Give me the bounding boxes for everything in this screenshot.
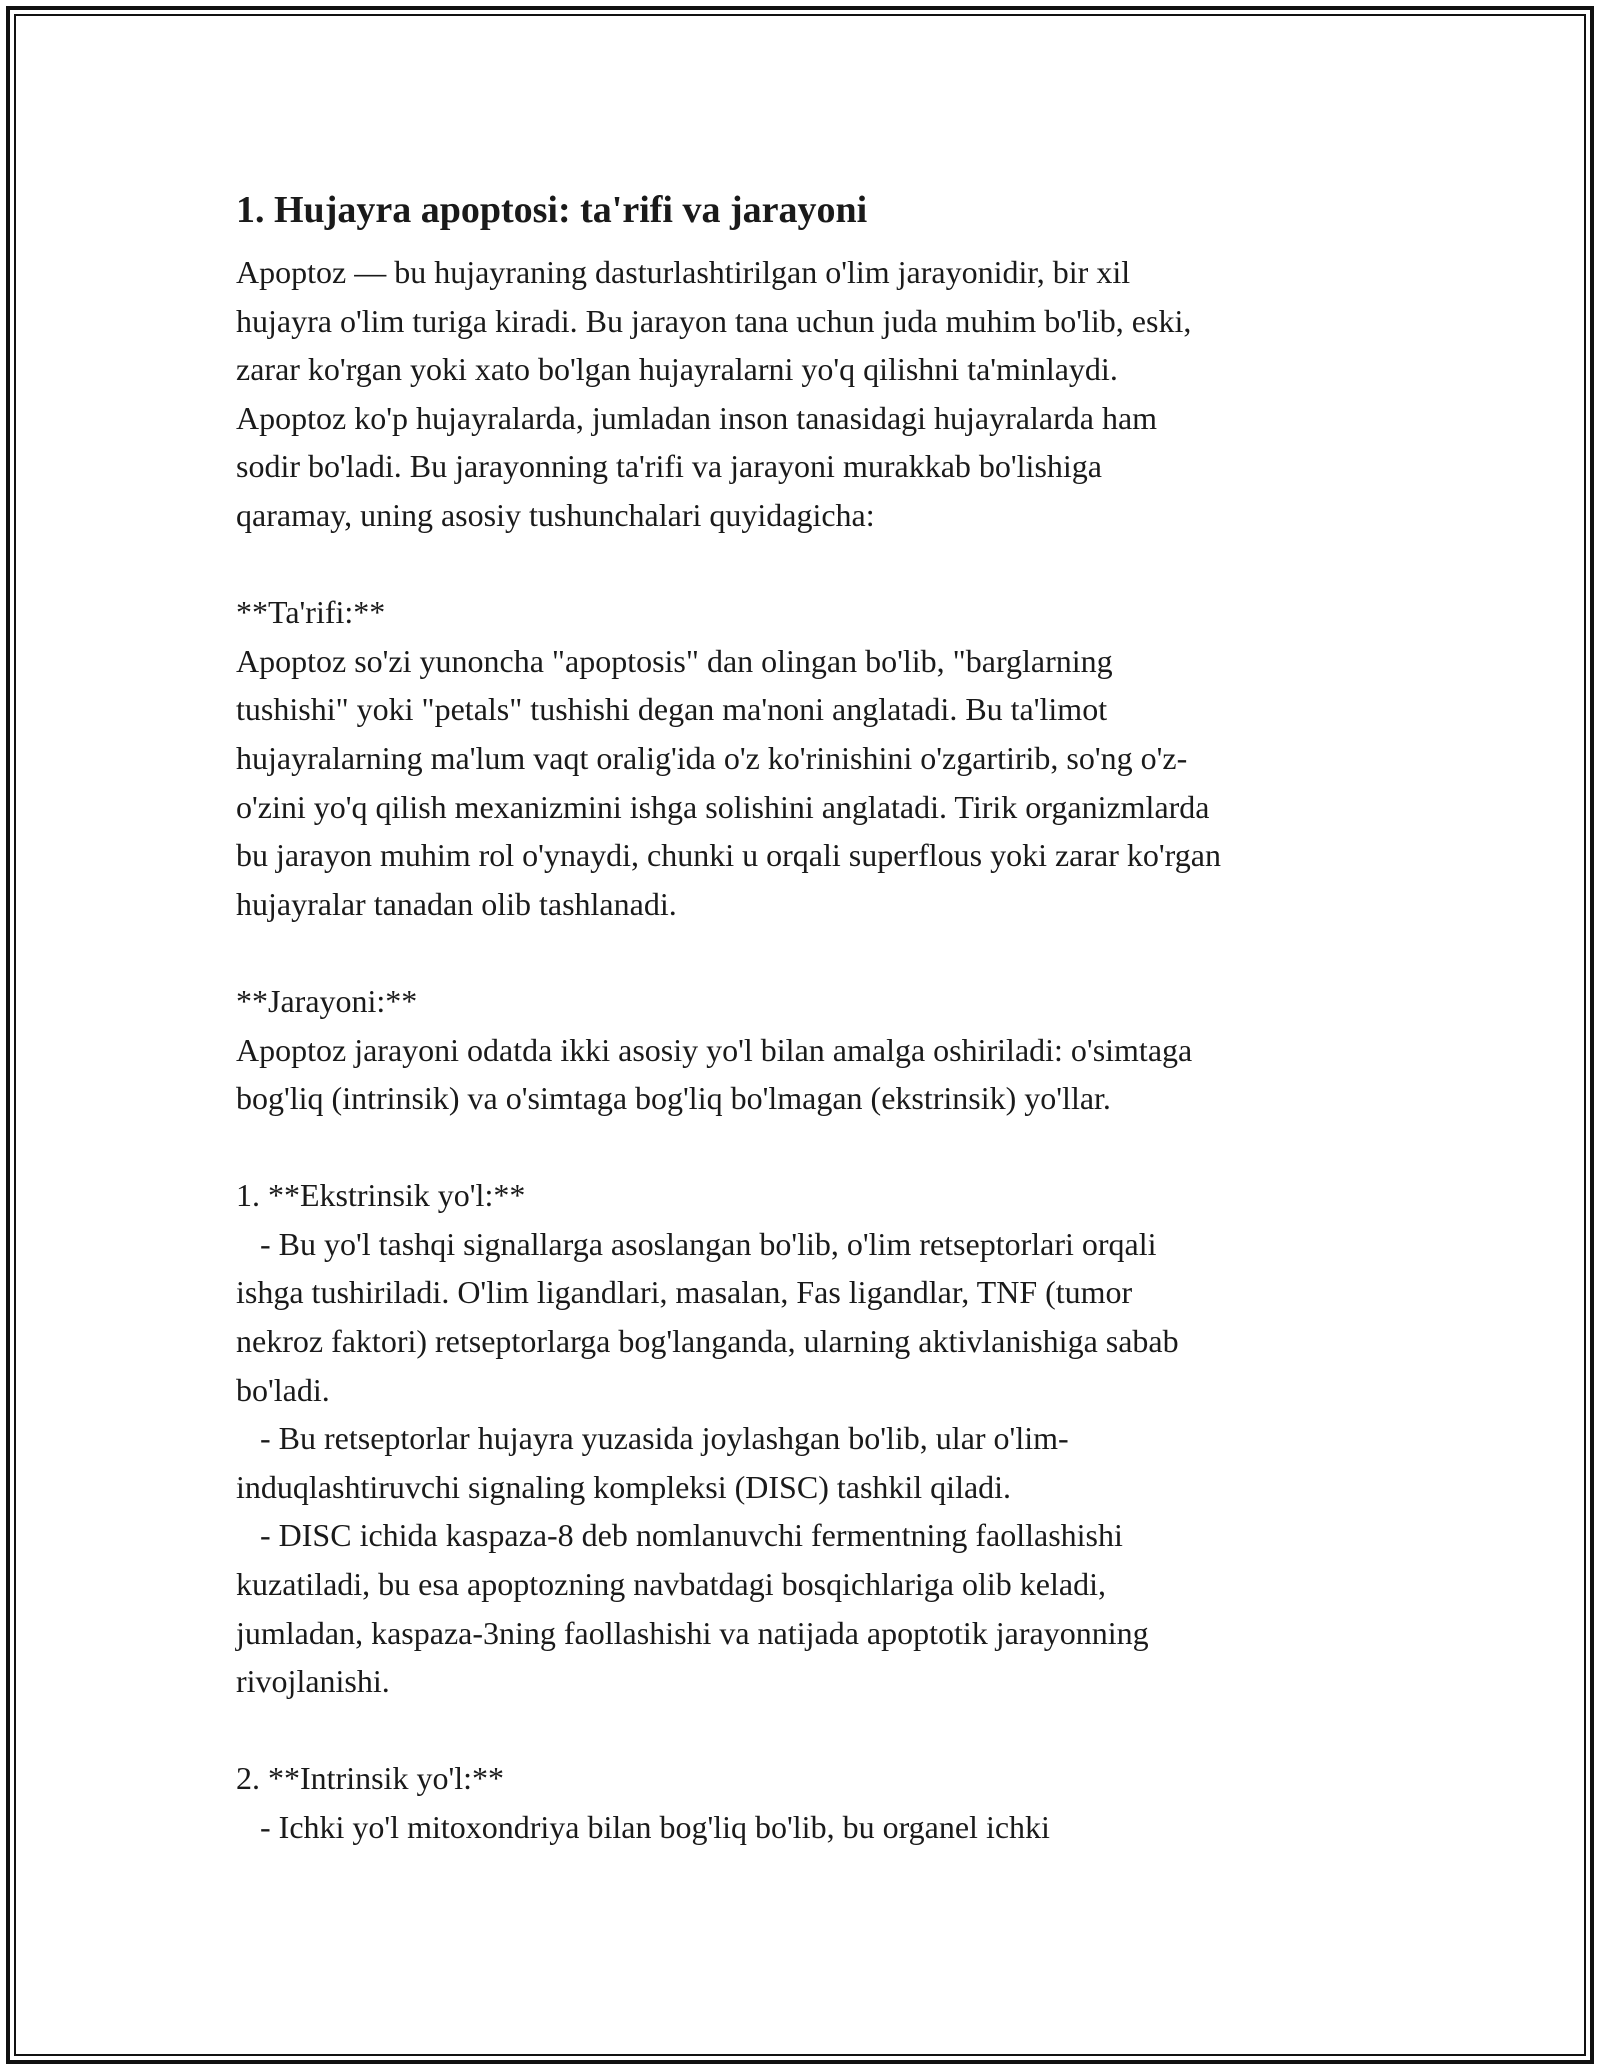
process-label: **Jarayoni:**: [236, 982, 418, 1019]
intrinsic-paragraph: - Ichki yo'l mitoxondriya bilan bog'liq bo'lib, bu organel ichki: [236, 1809, 1050, 1845]
section-heading: 1. Hujayra apoptosi: ta'rifi va jarayoni: [236, 189, 868, 231]
process-paragraph: Apoptoz jarayoni odatda ikki asosiy yo'l bilan amalga oshiriladi: o'simtaga bog'liq (intrinsik) va o'simtaga bog'liq bo'lmagan (ekstrinsik) yo'llar.: [236, 1031, 1193, 1117]
paragraph-gap: [236, 1123, 1376, 1172]
paragraph-gap: [236, 928, 1376, 977]
definition-label: **Ta'rifi:**: [236, 594, 386, 631]
paragraph-gap: [236, 540, 1376, 589]
paragraph-gap: [236, 1706, 1376, 1755]
definition-paragraph: Apoptoz so'zi yunoncha "apoptosis" dan olingan bo'lib, "barglarning tushishi" yoki "petals" tushishi degan ma'noni anglatadi. Bu ta'limot hujayralarning ma'lum vaqt oralig'ida o'z ko'rinishini o'zgartirib, so'ng o'z- o'zini yo'q qilish mexanizmini ishga solishini anglatadi. Tirik organizmlarda bu jarayon muhim rol o'ynaydi, chunki u orqali superflous yoki zarar ko'rgan hujayralar tanadan olib tashlanadi.: [236, 642, 1221, 922]
document-body: [236, 186, 1376, 1852]
intro-paragraph: Apoptoz — bu hujayraning dasturlashtirilgan o'lim jarayonidir, bir xil hujayra o'lim turiga kiradi. Bu jarayon tana uchun juda muhim bo'lib, eski, zarar ko'rgan yoki xato bo'lgan hujayralarni yo'q qilishni ta'minlaydi. Apoptoz ko'p hujayralarda, jumladan inson tanasidagi hujayralarda ham sodir bo'ladi. Bu jarayonning ta'rifi va jarayoni murakkab bo'lishiga qaramay, uning asosiy tushunchalari quyidagicha:: [236, 254, 1192, 533]
intrinsic-label: 2. **Intrinsik yo'l:**: [236, 1760, 504, 1797]
extrinsic-label: 1. **Ekstrinsik yo'l:**: [236, 1177, 526, 1214]
extrinsic-paragraph: - Bu yo'l tashqi signallarga asoslangan bo'lib, o'lim retseptorlari orqali ishga tushiriladi. O'lim ligandlari, masalan, Fas ligandlar, TNF (tumor nekroz faktori) retseptorlarga bog'langanda, ularning aktivlanishiga sabab bo'ladi. - Bu retseptorlar hujayra yuzasida joylashgan bo'lib, ular o'lim- induqlashtiruvchi signaling kompleksi (DISC) tashkil qiladi. - DISC ichida kaspaza-8 deb nomlanuvchi fermentning faollashishi kuzatiladi, bu esa apoptozning navbatdagi bosqichlariga olib keladi, jumladan, kaspaza-3ning faollashishi va natijada apoptotik jarayonning rivojlanishi.: [236, 1225, 1179, 1700]
